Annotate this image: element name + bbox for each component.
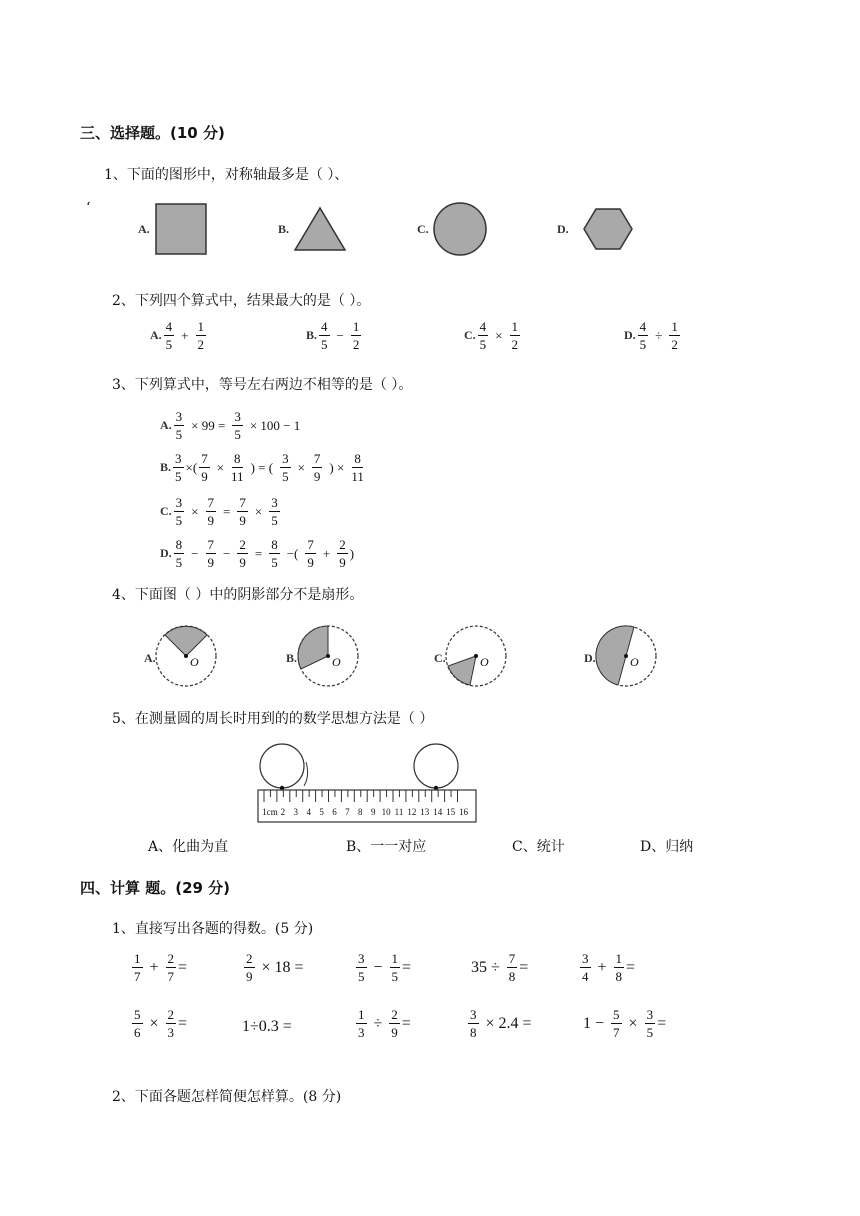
q2-option-a: A. $\frac{4}{5}$ + $\frac{1}{2}$ — [150, 319, 205, 352]
calc-question-1-text: 1、直接写出各题的得数。(5 分) — [112, 921, 314, 937]
ruler-tick-label: 7 — [345, 807, 350, 817]
ruler-tick-label: 10 — [381, 807, 391, 817]
q1-shapes-svg — [136, 198, 736, 262]
calc-r1-e: $\frac{3}{4}$ + $\frac{1}{8}$ = — [582, 951, 636, 984]
q1-option-d-label: D. — [557, 222, 569, 236]
ruler-tick-label: 2 — [280, 807, 286, 817]
ruler-tick-label: 5 — [319, 807, 324, 817]
calc-r2-e: 1 − $\frac{5}{7}$ × $\frac{3}{5}$ = — [583, 1007, 667, 1040]
calc-r1-a: $\frac{1}{7}$ + $\frac{2}{7}$ = — [134, 951, 188, 984]
stray-mark: ‘ — [86, 200, 91, 216]
q4-circle-options — [140, 622, 670, 694]
hexagon-shape — [584, 209, 632, 249]
q5-option-c: C、统计 — [512, 839, 565, 855]
calc-r2-c: $\frac{1}{3}$ ÷ $\frac{2}{9}$ = — [358, 1007, 411, 1040]
calc-r2-a: $\frac{5}{6}$ × $\frac{2}{3}$ = — [134, 1007, 188, 1040]
ruler-tick-label: 3 — [293, 807, 299, 817]
question-2-text: 2、下列四个算式中，结果最大的是（ ）。 — [112, 293, 371, 309]
calc-question-2-text: 2、下面各题怎样简便怎样算。(8 分) — [112, 1089, 342, 1105]
square-shape — [156, 204, 206, 254]
q4-a-sector — [165, 626, 207, 656]
ruler-tick-label: 6 — [332, 807, 337, 817]
section-3-title: 三、选择题。(10 分) — [80, 124, 225, 142]
calc-r1-c: $\frac{3}{5}$ − $\frac{1}{5}$ = — [358, 951, 412, 984]
ruler-tick-label: 15 — [446, 807, 456, 817]
ruler-figure — [254, 742, 482, 826]
ruler-svg — [254, 742, 482, 826]
calc-r2-d: $\frac{3}{8}$ × 2.4 = — [470, 1007, 532, 1040]
svg-text:O: O — [332, 655, 341, 669]
ruler-tick-label: 16 — [459, 807, 468, 817]
calc-r1-b: $\frac{2}{9}$ × 18 = — [246, 951, 304, 984]
q4-d-segment — [596, 626, 634, 685]
calc-r2-b: 1÷0.3 = — [242, 1018, 292, 1035]
q3-option-b: B. $\frac{3}{5}$ ×( $\frac{7}{9}$ × $\frac{8}{11}$ ) = ( $\frac{3}{5}$ × $\frac{7}{9}$ ) × $\frac{8}{11}$ — [160, 451, 364, 484]
q4-option-a-label: A. — [144, 651, 156, 665]
question-3-text: 3、下列算式中，等号左右两边不相等的是（ ）。 — [112, 377, 413, 393]
ruler-tick-label: 13 — [420, 807, 430, 817]
svg-text:O: O — [630, 655, 639, 669]
q1-option-b-label: B. — [278, 222, 290, 236]
q4-b-sector — [298, 626, 328, 669]
ruler-tick-label: 1cm — [262, 807, 278, 817]
question-5-text: 5、在测量圆的周长时用到的的数学思想方法是（ ） — [112, 711, 434, 727]
q4-option-b-label: B. — [286, 651, 298, 665]
q3-option-c: C. $\frac{3}{5}$ × $\frac{7}{9}$ = $\frac{7}{9}$ × $\frac{3}{5}$ — [160, 495, 278, 528]
circle-shape — [434, 203, 486, 255]
q1-shape-options — [136, 198, 736, 262]
ruler-tick-label: 12 — [407, 807, 417, 817]
ruler-tick-label: 4 — [306, 807, 311, 817]
svg-text:O: O — [480, 655, 489, 669]
calc-r1-d: 35 ÷ $\frac{7}{8}$ = — [471, 951, 529, 984]
q2-option-b: B. $\frac{4}{5}$ − $\frac{1}{2}$ — [306, 319, 360, 352]
q5-option-a: A、化曲为直 — [148, 839, 229, 855]
ruler-tick-label: 9 — [370, 807, 376, 817]
q5-option-b: B、一一对应 — [346, 839, 427, 855]
section-4-title: 四、计算 题。(29 分) — [80, 879, 231, 897]
q2-option-c: C. $\frac{4}{5}$ × $\frac{1}{2}$ — [464, 319, 519, 352]
question-1-text: 1、下面的图形中，对称轴最多是（ ）、 — [104, 167, 349, 183]
q2-option-d: D. $\frac{4}{5}$ ÷ $\frac{1}{2}$ — [624, 319, 678, 352]
q4-circles-svg — [140, 622, 670, 694]
ruler-tick-label: 14 — [433, 807, 443, 817]
ruler-tick-label: 11 — [394, 807, 404, 817]
q1-option-a-label: A. — [138, 222, 150, 236]
rolling-circle-end — [414, 744, 458, 788]
triangle-shape — [295, 208, 345, 250]
svg-text:O: O — [190, 655, 199, 669]
q3-option-a: A. $\frac{3}{5}$ × 99 = $\frac{3}{5}$ × 100 − 1 — [160, 409, 301, 442]
q3-option-d: D. $\frac{8}{5}$ − $\frac{7}{9}$ − $\frac{2}{9}$ = $\frac{8}{5}$ −( $\frac{7}{9}$ + $\frac{2}{9}$ ) — [160, 537, 355, 570]
q4-option-d-label: D. — [584, 651, 596, 665]
question-4-text: 4、下面图（ ）中的阴影部分不是扇形。 — [112, 587, 364, 603]
q5-option-d: D、归纳 — [640, 839, 694, 855]
rolling-circle-start — [260, 744, 304, 788]
ruler-tick-label: 8 — [358, 807, 363, 817]
q1-option-c-label: C. — [417, 222, 429, 236]
q4-option-c-label: C. — [434, 651, 446, 665]
q4-c-sector — [448, 656, 476, 685]
